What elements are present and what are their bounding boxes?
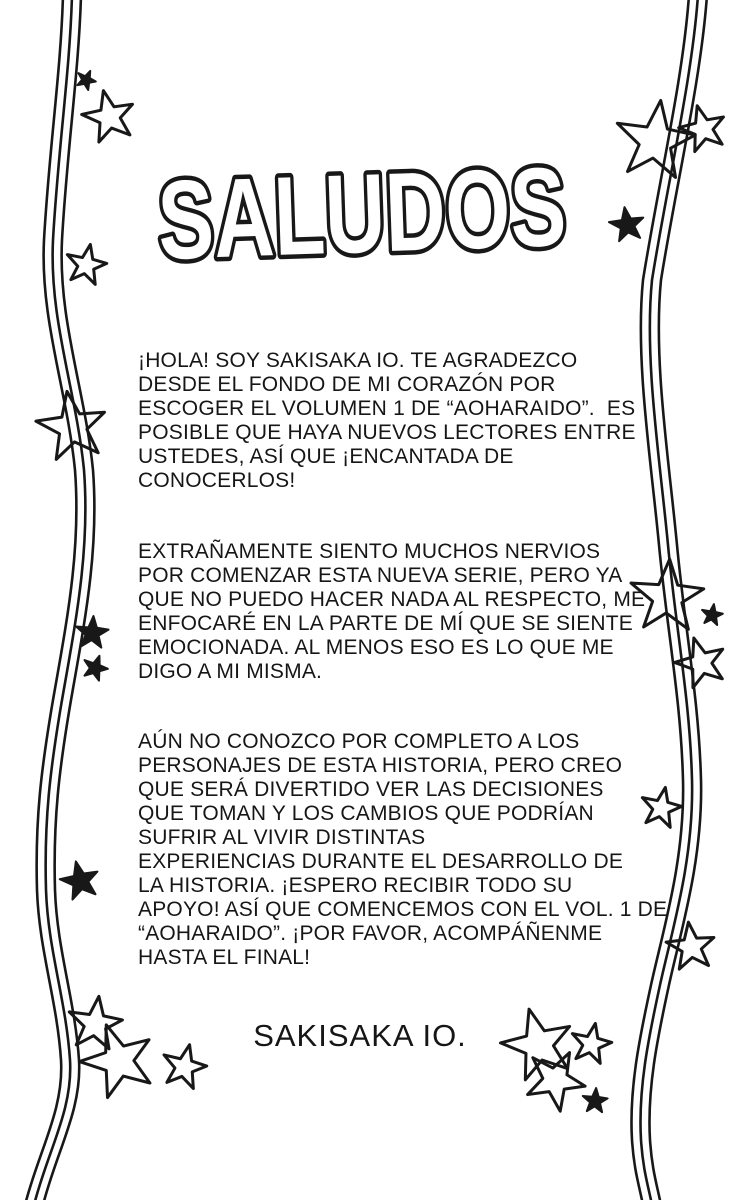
text-line: QUE TOMAN Y LOS CAMBIOS QUE PODRÍAN (138, 802, 594, 825)
text-line: LA HISTORIA. ¡ESPERO RECIBIR TODO SU (138, 874, 573, 897)
star-filled-icon (57, 857, 102, 901)
star-outline-icon (664, 920, 717, 971)
text-line: EMOCIONADA. AL MENOS ESO ES LO QUE ME (138, 636, 614, 659)
text-line: EXTRAÑAMENTE SIENTO MUCHOS NERVIOS (138, 540, 601, 563)
page-title: SALUDOS (155, 139, 708, 284)
star-outline-icon (32, 387, 110, 462)
text-line: SUFRIR AL VIVIR DISTINTAS (138, 826, 426, 849)
text-line: “AOHARAIDO”. ¡POR FAVOR, ACOMPÁÑENME (138, 922, 603, 945)
text-line: CONOCERLOS! (138, 469, 296, 492)
text-line: ¡HOLA! SOY SAKISAKA IO. TE AGRADEZCO (138, 349, 578, 372)
star-filled-icon (79, 651, 111, 682)
star-filled-icon (700, 602, 724, 625)
text-line: POSIBLE QUE HAYA NUEVOS LECTORES ENTRE (138, 421, 636, 444)
text-line: PERSONAJES DE ESTA HISTORIA, PERO CREO (138, 754, 623, 777)
text-line: DIGO A MI MISMA. (138, 660, 323, 683)
star-filled-icon (581, 1087, 608, 1113)
text-line: EXPERIENCIAS DURANTE EL DESARROLLO DE (138, 850, 624, 873)
paragraph-greeting (138, 349, 636, 493)
text-line: DESDE EL FONDO DE MI CORAZÓN POR (138, 373, 556, 396)
left-wavy-ribbon (25, 0, 94, 1200)
text-line: QUE NO PUEDO HACER NADA AL RESPECTO, ME (138, 588, 646, 611)
text-line: USTEDES, ASÍ QUE ¡ENCANTADA DE (138, 445, 514, 468)
text-line: QUE SERÁ DIVERTIDO VER LAS DECISIONES (138, 778, 604, 801)
paragraph-characters (138, 730, 668, 970)
star-outline-icon (637, 783, 684, 829)
text-line: ENFOCARÉ EN LA PARTE DE MÍ QUE SE SIENTE (138, 612, 633, 635)
text-line: AÚN NO CONOZCO POR COMPLETO A LOS (138, 730, 580, 753)
text-line: HASTA EL FINAL! (138, 946, 311, 969)
paragraph-nerves (138, 540, 646, 684)
text-line: POR COMENZAR ESTA NUEVA SERIE, PERO YA (138, 564, 623, 587)
author-signature: SAKISAKA IO. (253, 1018, 467, 1053)
text-line: ESCOGER EL VOLUMEN 1 DE “AOHARAIDO”. ES (138, 397, 636, 420)
text-line: APOYO! ASÍ QUE COMENCEMOS CON EL VOL. 1 DE (138, 898, 668, 921)
star-outline-icon (62, 240, 109, 286)
star-filled-icon (607, 205, 646, 242)
star-outline-icon (78, 85, 139, 144)
